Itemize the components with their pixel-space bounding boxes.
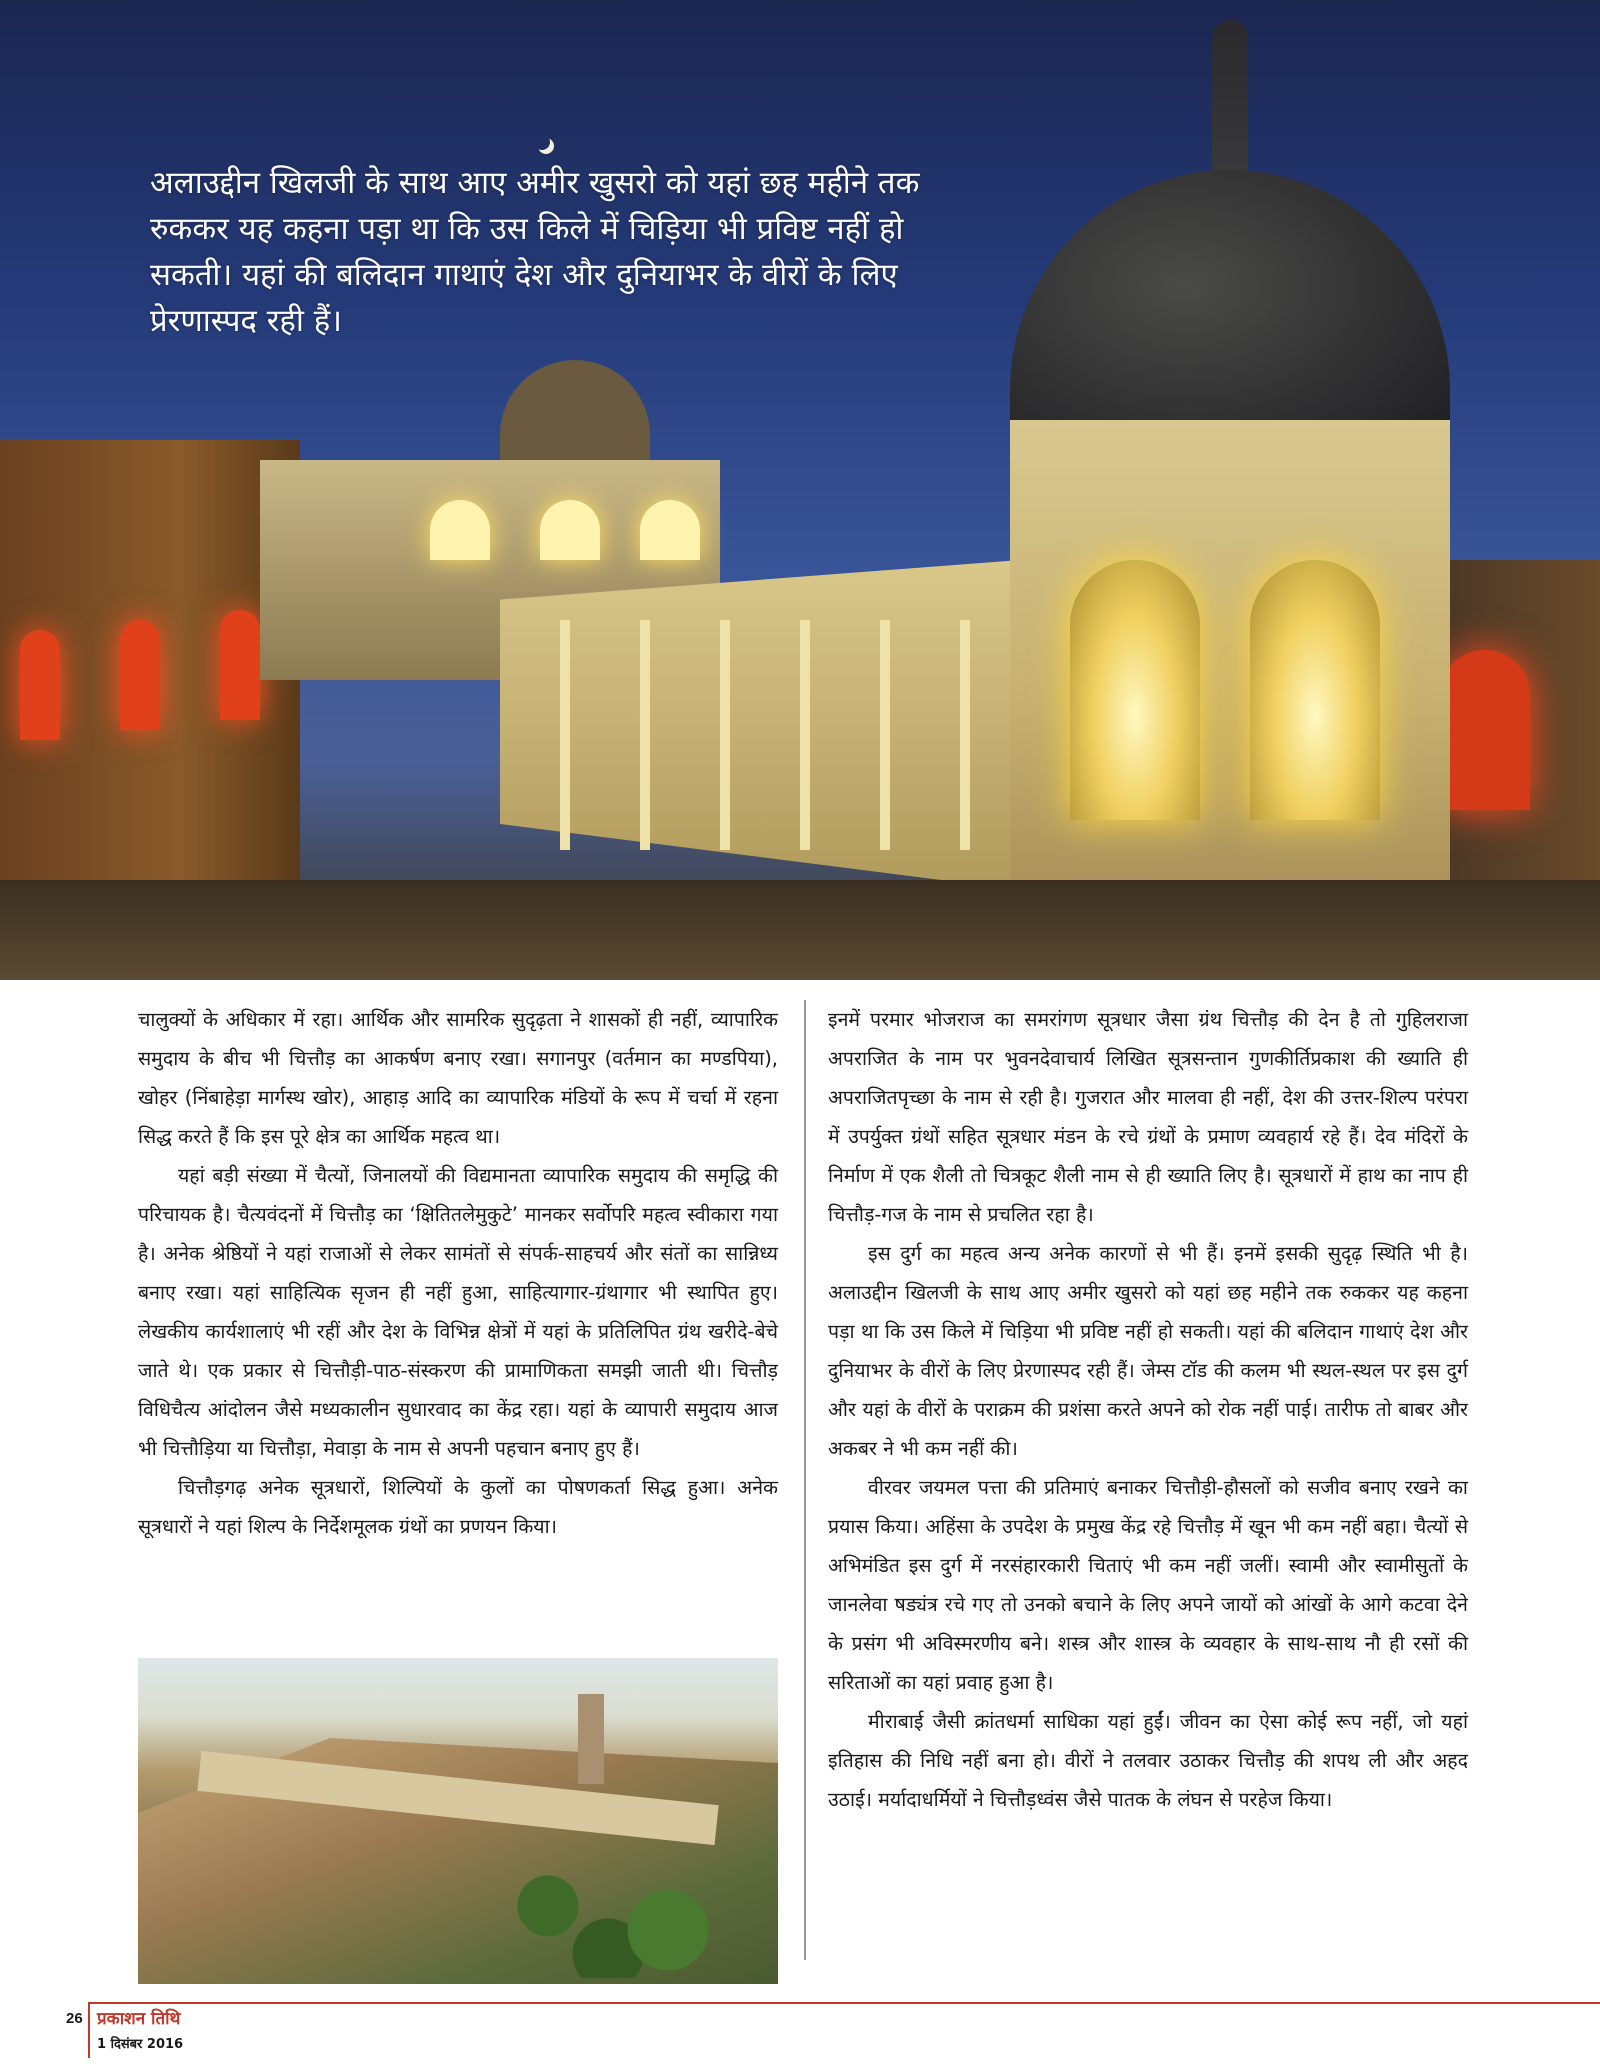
terrace-floor (0, 880, 1600, 980)
colonnade-gallery (500, 560, 1020, 890)
magazine-name: प्रकाशन तिथि (97, 2009, 181, 2029)
paragraph: मीराबाई जैसी क्रांतधर्मा साधिका यहां हुईं। जीवन का ऐसा कोई रूप नहीं, जो यहां इतिहास की निधि नहीं बना हो। वीरों ने तलवार उठाकर चित्तौड़ की शपथ ली और अहद उठाई। मर्यादाधर्मियों ने चित्तौड़ध्वंस जैसे पातक के लंघन से परहेज किया। (828, 1710, 1468, 1811)
pull-quote: अलाउद्दीन खिलजी के साथ आए अमीर खुसरो को यहां छह महीने तक रुककर यह कहना पड़ा था कि उस किले में चिड़िया भी प्रविष्ट नहीं हो सकती। यहां की बलिदान गाथाएं देश और दुनियाभर के वीरों के लिए प्रेरणास्पद रही हैं। (150, 165, 920, 339)
paragraph: चित्तौड़गढ़ अनेक सूत्रधारों, शिल्पियों के कुलों का पोषणकर्ता सिद्ध हुआ। अनेक सूत्रधारों ने यहां शिल्प के निर्देशमूलक ग्रंथों का प्रणयन किया। (138, 1476, 778, 1538)
dome-finial (1212, 20, 1248, 190)
pavilion-dome (1010, 170, 1450, 460)
hero-photo (0, 0, 1600, 980)
lit-arch (1070, 560, 1200, 820)
paragraph: इनमें परमार भोजराज का समरांगण सूत्रधार जैसा ग्रंथ चित्तौड़ की देन है तो गुहिलराजा अपराजित के नाम पर भुवनदेवाचार्य लिखित सूत्रसन्तान गुणकीर्तिप्रकाश की ख्याति ही अपराजितपृच्छा के नाम से रही है। गुजरात और मालवा ही नहीं, देश की उत्तर-शिल्प परंपरा में उपर्युक्त ग्रंथों सहित सूत्रधार मंडन के रचे ग्रंथों के प्रमाण व्यवहार्य रहे हैं। देव मंदिरों के निर्माण में एक शैली तो चित्रकूट शैली नाम से ही ख्याति लिए है। सूत्रधारों में हाथ का नाप ही चित्तौड़-गज के नाम से प्रचलित रहा है। (828, 1008, 1468, 1226)
fort-photo (138, 1658, 778, 1984)
issue-date: 1 दिसंबर 2016 (97, 2037, 184, 2052)
lit-arch (1250, 560, 1380, 820)
paragraph: चालुक्यों के अधिकार में रहा। आर्थिक और सामरिक सुदृढ़ता ने शासकों ही नहीं, व्यापारिक समुदाय के बीच भी चित्तौड़ का आकर्षण बनाए रखा। सगानपुर (वर्तमान का मण्डपिया), खोहर (निंबाहेड़ा मार्गस्थ खोर), आहाड़ आदि का व्यापारिक मंडियों के रूप में चर्चा में रहना सिद्ध करते हैं कि इस पूरे क्षेत्र का आर्थिक महत्व था। (138, 1008, 778, 1148)
victory-tower (578, 1694, 604, 1784)
moon-icon (534, 134, 550, 150)
column-divider (804, 1000, 806, 1960)
paragraph: यहां बड़ी संख्या में चैत्यों, जिनालयों की विद्यमानता व्यापारिक समुदाय की समृद्धि की परिचायक है। चैत्यवंदनों में चित्तौड़ का ‘क्षितितलेमुकुटे’ मानकर सर्वोपरि महत्व स्वीकारा गया है। अनेक श्रेष्ठियों ने यहां राजाओं से लेकर सामंतों से संपर्क-साहचर्य और संतों का सान्निध्य बनाए रखा। यहां साहित्यिक सृजन ही नहीं हुआ, साहित्यागार-ग्रंथागार भी स्थापित हुए। लेखकीय कार्यशालाएं भी रहीं और देश के विभिन्न क्षेत्रों में यहां के प्रतिलिपित ग्रंथ खरीदे-बेचे जाते थे। एक प्रकार से चित्तौड़ी-पाठ-संस्करण की प्रामाणिकता समझी जाती थी। चित्तौड़ विधिचैत्य आंदोलन जैसे मध्यकालीन सुधारवाद का केंद्र रहा। यहां के व्यापारी समुदाय आज भी चित्तौड़िया या चित्तौड़ा, मेवाड़ा के नाम से अपनी पहचान बनाए हुए हैं। (138, 1164, 778, 1460)
footer-rule (88, 2002, 1600, 2004)
footer-divider (88, 2004, 90, 2058)
article-column-left (138, 1000, 778, 1546)
paragraph: इस दुर्ग का महत्व अन्य अनेक कारणों से भी हैं। इनमें इसकी सुदृढ़ स्थिति भी है। अलाउद्दीन खिलजी के साथ आए अमीर खुसरो को यहां छह महीने तक रुककर यह कहना पड़ा था कि उस किले में चिड़िया भी प्रविष्ट नहीं हो सकती। यहां की बलिदान गाथाएं देश और दुनियाभर के वीरों के लिए प्रेरणास्पद रही हैं। जेम्स टॉड की कलम भी स्थल-स्थल पर इस दुर्ग और यहां के वीरों के पराक्रम की प्रशंसा करते अपने को रोक नहीं पाई। तारीफ तो बाबर और अकबर ने भी कम नहीं की। (828, 1242, 1468, 1460)
paragraph: वीरवर जयमल पत्ता की प्रतिमाएं बनाकर चित्तौड़ी-हौसलों को सजीव बनाए रखने का प्रयास किया। अहिंसा के उपदेश के प्रमुख केंद्र रहे चित्तौड़ में खून भी कम नहीं बहा। चैत्यों से अभिमंडित इस दुर्ग में नरसंहारकारी चिताएं भी कम नहीं जलीं। स्वामी और स्वामीसुतों के जानलेवा षड्यंत्र रचे गए तो उनको बचाने के लिए अपने जायों को आंखों के आगे कटवा देने के प्रसंग भी अविस्मरणीय बने। शस्त्र और शास्त्र के व्यवहार के साथ-साथ नौ ही रसों की सरिताओं का यहां प्रवाह हुआ है। (828, 1476, 1468, 1694)
page-number: 26 (66, 2010, 83, 2027)
article-column-right (828, 1000, 1468, 1819)
